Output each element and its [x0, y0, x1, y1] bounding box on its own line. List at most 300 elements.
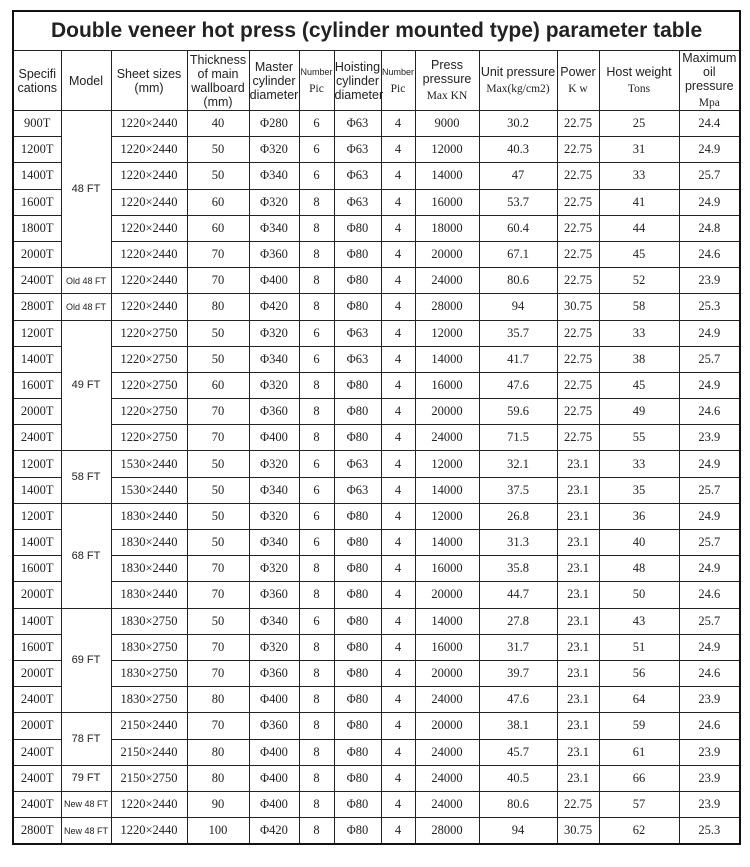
value-cell: 57 [599, 791, 679, 817]
value-cell: 50 [187, 451, 249, 477]
value-cell: 24000 [415, 739, 479, 765]
table-row [13, 556, 740, 582]
value-cell: 45 [599, 241, 679, 267]
value-cell: Φ80 [334, 399, 381, 425]
table-row [13, 111, 740, 137]
table-row [13, 582, 740, 608]
value-cell: 4 [381, 215, 415, 241]
value-cell: Φ80 [334, 739, 381, 765]
value-cell: 22.75 [557, 399, 599, 425]
spec-cell: 2400T [13, 791, 61, 817]
value-cell: 4 [381, 608, 415, 634]
value-cell: 53.7 [479, 189, 557, 215]
value-cell: Φ340 [249, 215, 299, 241]
value-cell: 94 [479, 294, 557, 320]
value-cell: Φ320 [249, 451, 299, 477]
table-row [13, 660, 740, 686]
value-cell: 24.9 [679, 634, 740, 660]
value-cell: 50 [187, 137, 249, 163]
spec-cell: 2000T [13, 241, 61, 267]
value-cell: 1220×2440 [111, 137, 187, 163]
value-cell: 1830×2440 [111, 530, 187, 556]
value-cell: 58 [599, 294, 679, 320]
value-cell: 24000 [415, 268, 479, 294]
value-cell: 2150×2440 [111, 739, 187, 765]
column-unit: K w [568, 83, 588, 95]
value-cell: 8 [299, 739, 334, 765]
value-cell: 12000 [415, 503, 479, 529]
model-cell: 68 FT [61, 503, 111, 608]
spec-cell: 1600T [13, 189, 61, 215]
parameter-table [12, 10, 741, 845]
value-cell: 25.7 [679, 477, 740, 503]
column-unit: Max(kg/cm2) [486, 83, 550, 95]
value-cell: 100 [187, 818, 249, 845]
value-cell: 4 [381, 687, 415, 713]
value-cell: 22.75 [557, 215, 599, 241]
value-cell: 24.6 [679, 241, 740, 267]
value-cell: Φ420 [249, 294, 299, 320]
value-cell: 70 [187, 634, 249, 660]
model-cell: 79 FT [61, 765, 111, 791]
column-unit: Pic [309, 83, 324, 95]
value-cell: 59.6 [479, 399, 557, 425]
value-cell: 22.75 [557, 425, 599, 451]
value-cell: 8 [299, 818, 334, 845]
value-cell: 4 [381, 346, 415, 372]
value-cell: Φ320 [249, 372, 299, 398]
value-cell: 90 [187, 791, 249, 817]
model-cell: 49 FT [61, 320, 111, 451]
value-cell: 24.4 [679, 111, 740, 137]
spec-cell: 1800T [13, 215, 61, 241]
value-cell: 51 [599, 634, 679, 660]
column-header: Model [61, 51, 111, 111]
value-cell: 8 [299, 372, 334, 398]
value-cell: 8 [299, 582, 334, 608]
table-body [13, 111, 740, 845]
table-row [13, 268, 740, 294]
spec-cell: 1400T [13, 477, 61, 503]
spec-cell: 900T [13, 111, 61, 137]
value-cell: 31.7 [479, 634, 557, 660]
value-cell: 38 [599, 346, 679, 372]
column-header: Power K w [557, 51, 599, 111]
value-cell: 35.8 [479, 556, 557, 582]
value-cell: 20000 [415, 399, 479, 425]
value-cell: 47.6 [479, 372, 557, 398]
value-cell: 24.9 [679, 451, 740, 477]
value-cell: 23.1 [557, 582, 599, 608]
value-cell: 4 [381, 372, 415, 398]
value-cell: 25.7 [679, 608, 740, 634]
spec-cell: 1400T [13, 346, 61, 372]
value-cell: Φ340 [249, 608, 299, 634]
value-cell: 31.3 [479, 530, 557, 556]
column-header: Specifi cations [13, 51, 61, 111]
value-cell: 70 [187, 582, 249, 608]
value-cell: Φ63 [334, 477, 381, 503]
table-row [13, 137, 740, 163]
value-cell: 23.9 [679, 765, 740, 791]
value-cell: 56 [599, 660, 679, 686]
value-cell: 24.9 [679, 189, 740, 215]
value-cell: Φ80 [334, 268, 381, 294]
value-cell: 64 [599, 687, 679, 713]
spec-cell: 1600T [13, 634, 61, 660]
value-cell: 60 [187, 189, 249, 215]
value-cell: 1830×2440 [111, 582, 187, 608]
value-cell: 4 [381, 739, 415, 765]
spec-cell: 1400T [13, 163, 61, 189]
spec-cell: 2000T [13, 713, 61, 739]
table-row [13, 399, 740, 425]
value-cell: Φ63 [334, 320, 381, 346]
value-cell: 41 [599, 189, 679, 215]
value-cell: 61 [599, 739, 679, 765]
table-row [13, 477, 740, 503]
table-row [13, 765, 740, 791]
value-cell: 24.6 [679, 660, 740, 686]
value-cell: 44 [599, 215, 679, 241]
value-cell: 4 [381, 294, 415, 320]
value-cell: 80 [187, 687, 249, 713]
value-cell: 14000 [415, 477, 479, 503]
value-cell: 70 [187, 399, 249, 425]
value-cell: 6 [299, 451, 334, 477]
value-cell: Φ360 [249, 660, 299, 686]
value-cell: 50 [187, 608, 249, 634]
value-cell: 4 [381, 241, 415, 267]
table-row [13, 713, 740, 739]
table-row [13, 294, 740, 320]
value-cell: 24000 [415, 791, 479, 817]
value-cell: 22.75 [557, 163, 599, 189]
model-cell: 78 FT [61, 713, 111, 765]
value-cell: 9000 [415, 111, 479, 137]
spec-cell: 2400T [13, 739, 61, 765]
value-cell: Φ400 [249, 739, 299, 765]
spec-cell: 2400T [13, 425, 61, 451]
value-cell: 23.9 [679, 791, 740, 817]
table-row [13, 530, 740, 556]
value-cell: 1220×2440 [111, 241, 187, 267]
value-cell: 23.1 [557, 687, 599, 713]
table-row [13, 503, 740, 529]
value-cell: Φ80 [334, 530, 381, 556]
value-cell: 4 [381, 660, 415, 686]
value-cell: 24.6 [679, 713, 740, 739]
table-row [13, 215, 740, 241]
value-cell: Φ80 [334, 634, 381, 660]
value-cell: 70 [187, 660, 249, 686]
value-cell: 47 [479, 163, 557, 189]
value-cell: Φ320 [249, 634, 299, 660]
value-cell: Φ360 [249, 713, 299, 739]
value-cell: 4 [381, 399, 415, 425]
value-cell: 24000 [415, 765, 479, 791]
value-cell: Φ80 [334, 582, 381, 608]
value-cell: Φ80 [334, 765, 381, 791]
table-row [13, 608, 740, 634]
model-cell: 48 FT [61, 111, 111, 268]
value-cell: 47.6 [479, 687, 557, 713]
spec-cell: 1400T [13, 608, 61, 634]
value-cell: 30.2 [479, 111, 557, 137]
value-cell: 25 [599, 111, 679, 137]
value-cell: 8 [299, 556, 334, 582]
value-cell: 70 [187, 556, 249, 582]
value-cell: Φ80 [334, 556, 381, 582]
value-cell: 4 [381, 765, 415, 791]
value-cell: 1220×2750 [111, 320, 187, 346]
value-cell: Φ80 [334, 294, 381, 320]
spec-cell: 2400T [13, 268, 61, 294]
value-cell: 50 [187, 503, 249, 529]
value-cell: 4 [381, 582, 415, 608]
value-cell: 52 [599, 268, 679, 294]
value-cell: 50 [187, 477, 249, 503]
value-cell: 24.9 [679, 320, 740, 346]
value-cell: 1830×2750 [111, 634, 187, 660]
spec-cell: 2800T [13, 294, 61, 320]
value-cell: 30.75 [557, 294, 599, 320]
model-cell: 58 FT [61, 451, 111, 503]
value-cell: 6 [299, 608, 334, 634]
value-cell: 71.5 [479, 425, 557, 451]
model-cell: Old 48 FT [61, 294, 111, 320]
value-cell: 55 [599, 425, 679, 451]
value-cell: 4 [381, 556, 415, 582]
value-cell: 33 [599, 451, 679, 477]
value-cell: 33 [599, 163, 679, 189]
model-cell: New 48 FT [61, 818, 111, 845]
value-cell: 24000 [415, 687, 479, 713]
value-cell: 31 [599, 137, 679, 163]
value-cell: 14000 [415, 530, 479, 556]
value-cell: 67.1 [479, 241, 557, 267]
spec-cell: 1600T [13, 372, 61, 398]
spec-cell: 1200T [13, 451, 61, 477]
value-cell: 1220×2440 [111, 215, 187, 241]
value-cell: 28000 [415, 818, 479, 845]
value-cell: 16000 [415, 189, 479, 215]
value-cell: 27.8 [479, 608, 557, 634]
value-cell: 40 [599, 530, 679, 556]
value-cell: 36 [599, 503, 679, 529]
spec-cell: 2000T [13, 660, 61, 686]
value-cell: 1220×2440 [111, 818, 187, 845]
spec-cell: 2400T [13, 765, 61, 791]
column-header: Hoisting cylinder diameter [334, 51, 381, 111]
value-cell: Φ320 [249, 137, 299, 163]
value-cell: 2150×2440 [111, 713, 187, 739]
value-cell: 1830×2440 [111, 503, 187, 529]
value-cell: 16000 [415, 634, 479, 660]
column-unit: Mpa [698, 97, 720, 109]
spec-cell: 2000T [13, 582, 61, 608]
value-cell: 25.7 [679, 530, 740, 556]
table-row [13, 818, 740, 845]
value-cell: Φ80 [334, 687, 381, 713]
column-header: Press pressure Max KN [415, 51, 479, 111]
value-cell: 70 [187, 425, 249, 451]
value-cell: 1830×2440 [111, 556, 187, 582]
value-cell: Φ400 [249, 791, 299, 817]
table-row [13, 425, 740, 451]
value-cell: 23.1 [557, 765, 599, 791]
value-cell: 12000 [415, 320, 479, 346]
value-cell: 23.9 [679, 425, 740, 451]
value-cell: 22.75 [557, 346, 599, 372]
value-cell: 8 [299, 189, 334, 215]
value-cell: 24.6 [679, 582, 740, 608]
value-cell: 20000 [415, 582, 479, 608]
value-cell: 20000 [415, 713, 479, 739]
value-cell: 4 [381, 791, 415, 817]
value-cell: 1220×2440 [111, 294, 187, 320]
value-cell: Φ80 [334, 660, 381, 686]
value-cell: 50 [187, 163, 249, 189]
value-cell: 20000 [415, 660, 479, 686]
table-row [13, 241, 740, 267]
value-cell: 23.9 [679, 268, 740, 294]
spec-cell: 1200T [13, 320, 61, 346]
value-cell: 2150×2750 [111, 765, 187, 791]
value-cell: 22.75 [557, 372, 599, 398]
value-cell: 24.6 [679, 399, 740, 425]
model-cell: New 48 FT [61, 791, 111, 817]
value-cell: 45 [599, 372, 679, 398]
value-cell: Φ80 [334, 372, 381, 398]
value-cell: 8 [299, 765, 334, 791]
value-cell: 14000 [415, 608, 479, 634]
column-header: Number Pic [381, 51, 415, 111]
value-cell: 1220×2440 [111, 189, 187, 215]
value-cell: 8 [299, 294, 334, 320]
value-cell: Φ340 [249, 477, 299, 503]
spec-cell: 2400T [13, 687, 61, 713]
value-cell: 16000 [415, 556, 479, 582]
value-cell: 6 [299, 477, 334, 503]
value-cell: 22.75 [557, 137, 599, 163]
value-cell: Φ80 [334, 215, 381, 241]
value-cell: 8 [299, 687, 334, 713]
table-row [13, 189, 740, 215]
value-cell: Φ63 [334, 189, 381, 215]
value-cell: 60 [187, 372, 249, 398]
value-cell: 4 [381, 477, 415, 503]
value-cell: 66 [599, 765, 679, 791]
value-cell: 23.1 [557, 451, 599, 477]
value-cell: Φ360 [249, 582, 299, 608]
value-cell: 4 [381, 818, 415, 845]
value-cell: 80.6 [479, 791, 557, 817]
value-cell: 23.1 [557, 739, 599, 765]
spec-cell: 2000T [13, 399, 61, 425]
value-cell: 40.3 [479, 137, 557, 163]
value-cell: Φ400 [249, 268, 299, 294]
value-cell: Φ80 [334, 818, 381, 845]
value-cell: 22.75 [557, 791, 599, 817]
header-row [13, 51, 740, 111]
value-cell: 1830×2750 [111, 687, 187, 713]
value-cell: Φ80 [334, 425, 381, 451]
value-cell: 4 [381, 530, 415, 556]
value-cell: 50 [187, 530, 249, 556]
table-row [13, 739, 740, 765]
column-header: Maximum oil pressure Mpa [679, 51, 740, 111]
table-title: Double veneer hot press (cylinder mounted type) parameter table [13, 11, 740, 51]
value-cell: 23.9 [679, 739, 740, 765]
value-cell: 80.6 [479, 268, 557, 294]
spec-cell: 1200T [13, 503, 61, 529]
value-cell: 26.8 [479, 503, 557, 529]
column-header: Unit pressure Max(kg/cm2) [479, 51, 557, 111]
value-cell: 50 [187, 346, 249, 372]
value-cell: Φ340 [249, 346, 299, 372]
value-cell: 1220×2750 [111, 372, 187, 398]
value-cell: 44.7 [479, 582, 557, 608]
value-cell: 80 [187, 739, 249, 765]
value-cell: Φ360 [249, 241, 299, 267]
value-cell: 24000 [415, 425, 479, 451]
value-cell: 94 [479, 818, 557, 845]
value-cell: 8 [299, 660, 334, 686]
value-cell: 62 [599, 818, 679, 845]
value-cell: 1530×2440 [111, 451, 187, 477]
value-cell: 40 [187, 111, 249, 137]
value-cell: 22.75 [557, 111, 599, 137]
value-cell: 4 [381, 111, 415, 137]
table-row [13, 634, 740, 660]
value-cell: 60 [187, 215, 249, 241]
value-cell: 23.1 [557, 608, 599, 634]
value-cell: 8 [299, 215, 334, 241]
spec-cell: 1200T [13, 137, 61, 163]
value-cell: 6 [299, 503, 334, 529]
value-cell: 23.1 [557, 713, 599, 739]
value-cell: 8 [299, 425, 334, 451]
value-cell: 4 [381, 137, 415, 163]
value-cell: 50 [599, 582, 679, 608]
value-cell: 4 [381, 268, 415, 294]
table-row [13, 163, 740, 189]
table-row [13, 320, 740, 346]
value-cell: Φ400 [249, 687, 299, 713]
value-cell: 24.9 [679, 137, 740, 163]
column-unit: Pic [390, 83, 406, 95]
value-cell: 40.5 [479, 765, 557, 791]
column-header: Host weight Tons [599, 51, 679, 111]
value-cell: 1220×2750 [111, 425, 187, 451]
value-cell: 8 [299, 791, 334, 817]
value-cell: 32.1 [479, 451, 557, 477]
parameter-table-container [12, 10, 739, 845]
value-cell: 6 [299, 320, 334, 346]
value-cell: 24.9 [679, 503, 740, 529]
value-cell: Φ340 [249, 530, 299, 556]
value-cell: 1220×2440 [111, 163, 187, 189]
value-cell: 49 [599, 399, 679, 425]
value-cell: 1830×2750 [111, 660, 187, 686]
column-unit: Max KN [426, 90, 468, 102]
value-cell: 8 [299, 713, 334, 739]
value-cell: 50 [187, 320, 249, 346]
table-row [13, 791, 740, 817]
value-cell: 45.7 [479, 739, 557, 765]
value-cell: 80 [187, 765, 249, 791]
